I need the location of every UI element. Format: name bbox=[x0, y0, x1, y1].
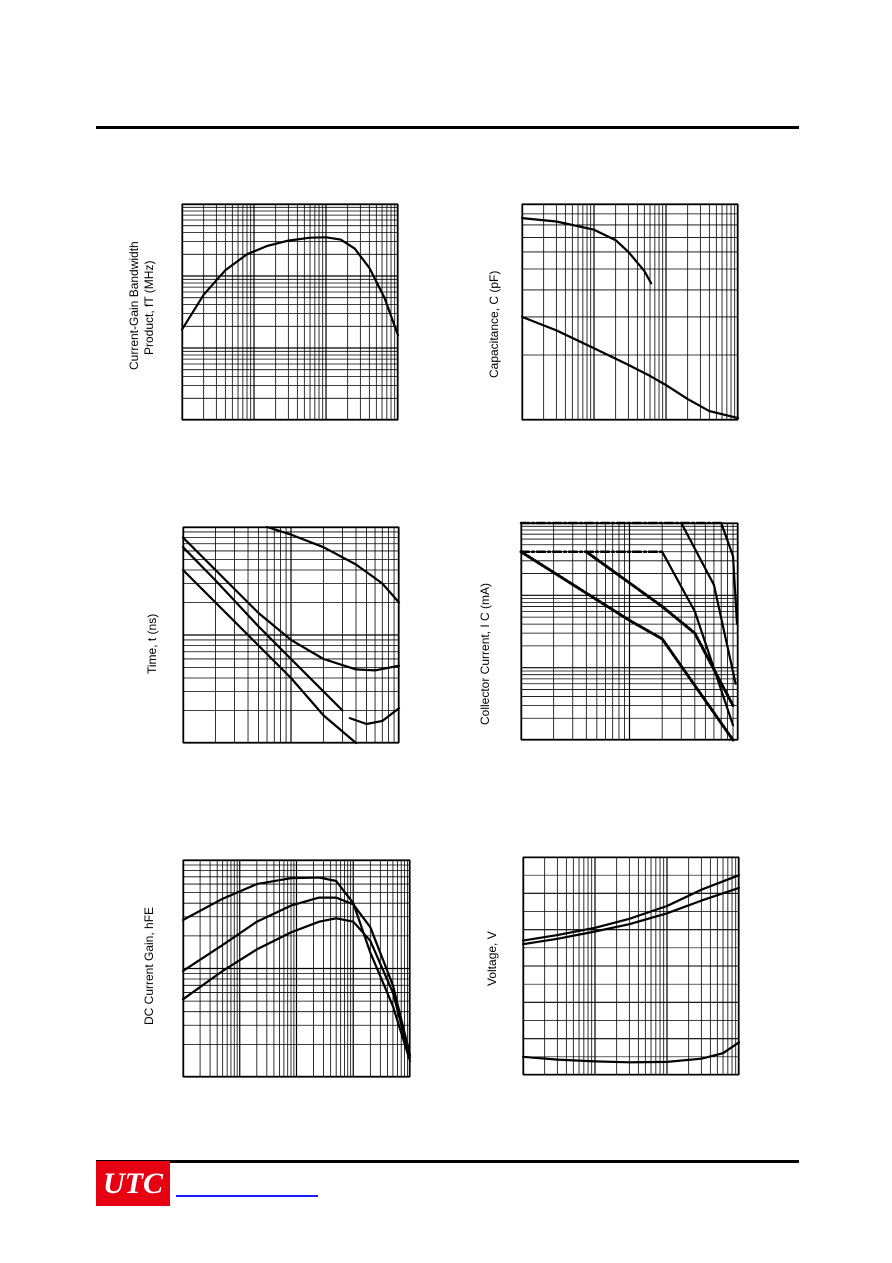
chart5-ylabel: DC Current Gain, hFE bbox=[142, 906, 156, 1025]
chart4-ylabel: Collector Current, I C (mA) bbox=[478, 582, 492, 725]
plot-frame bbox=[523, 205, 738, 420]
chart1-ylabel-line1: Current-Gain Bandwidth bbox=[127, 241, 141, 370]
chart2-ylabel: Capacitance, C (pF) bbox=[487, 270, 501, 378]
chart-grid bbox=[523, 857, 739, 1075]
series-line-1 bbox=[182, 237, 398, 335]
header-rule bbox=[96, 126, 799, 129]
chart-switching-time bbox=[183, 527, 399, 743]
chart-collector-current bbox=[521, 523, 738, 740]
chart-grid bbox=[182, 204, 398, 420]
chart3-ylabel: Time, t (ns) bbox=[145, 613, 159, 674]
series-line-1 bbox=[267, 527, 399, 603]
footer-link-underline[interactable] bbox=[176, 1195, 318, 1197]
chart1-ylabel-line2: Product, fT (MHz) bbox=[142, 260, 156, 355]
chart-dc-current-gain bbox=[183, 860, 410, 1077]
footer-rule bbox=[96, 1160, 799, 1163]
chart-grid bbox=[521, 523, 738, 740]
plot-frame bbox=[183, 205, 398, 420]
chart-voltage bbox=[523, 857, 739, 1075]
chart-current-gain-bandwidth bbox=[182, 204, 398, 420]
chart6-ylabel: Voltage, V bbox=[485, 931, 499, 986]
chart-grid bbox=[522, 204, 738, 420]
series-line-1 bbox=[522, 218, 651, 283]
series-line-3 bbox=[183, 547, 343, 710]
chart-capacitance bbox=[522, 204, 738, 420]
series-line-3 bbox=[523, 1042, 739, 1062]
utc-logo bbox=[96, 1161, 170, 1206]
series-line-1 bbox=[523, 875, 739, 940]
utc-logo-text: UTC bbox=[103, 1166, 163, 1200]
series-line-4 bbox=[183, 570, 356, 743]
series-line-2 bbox=[522, 317, 738, 418]
chart-grid bbox=[183, 527, 399, 743]
series-line-4 bbox=[586, 552, 733, 706]
